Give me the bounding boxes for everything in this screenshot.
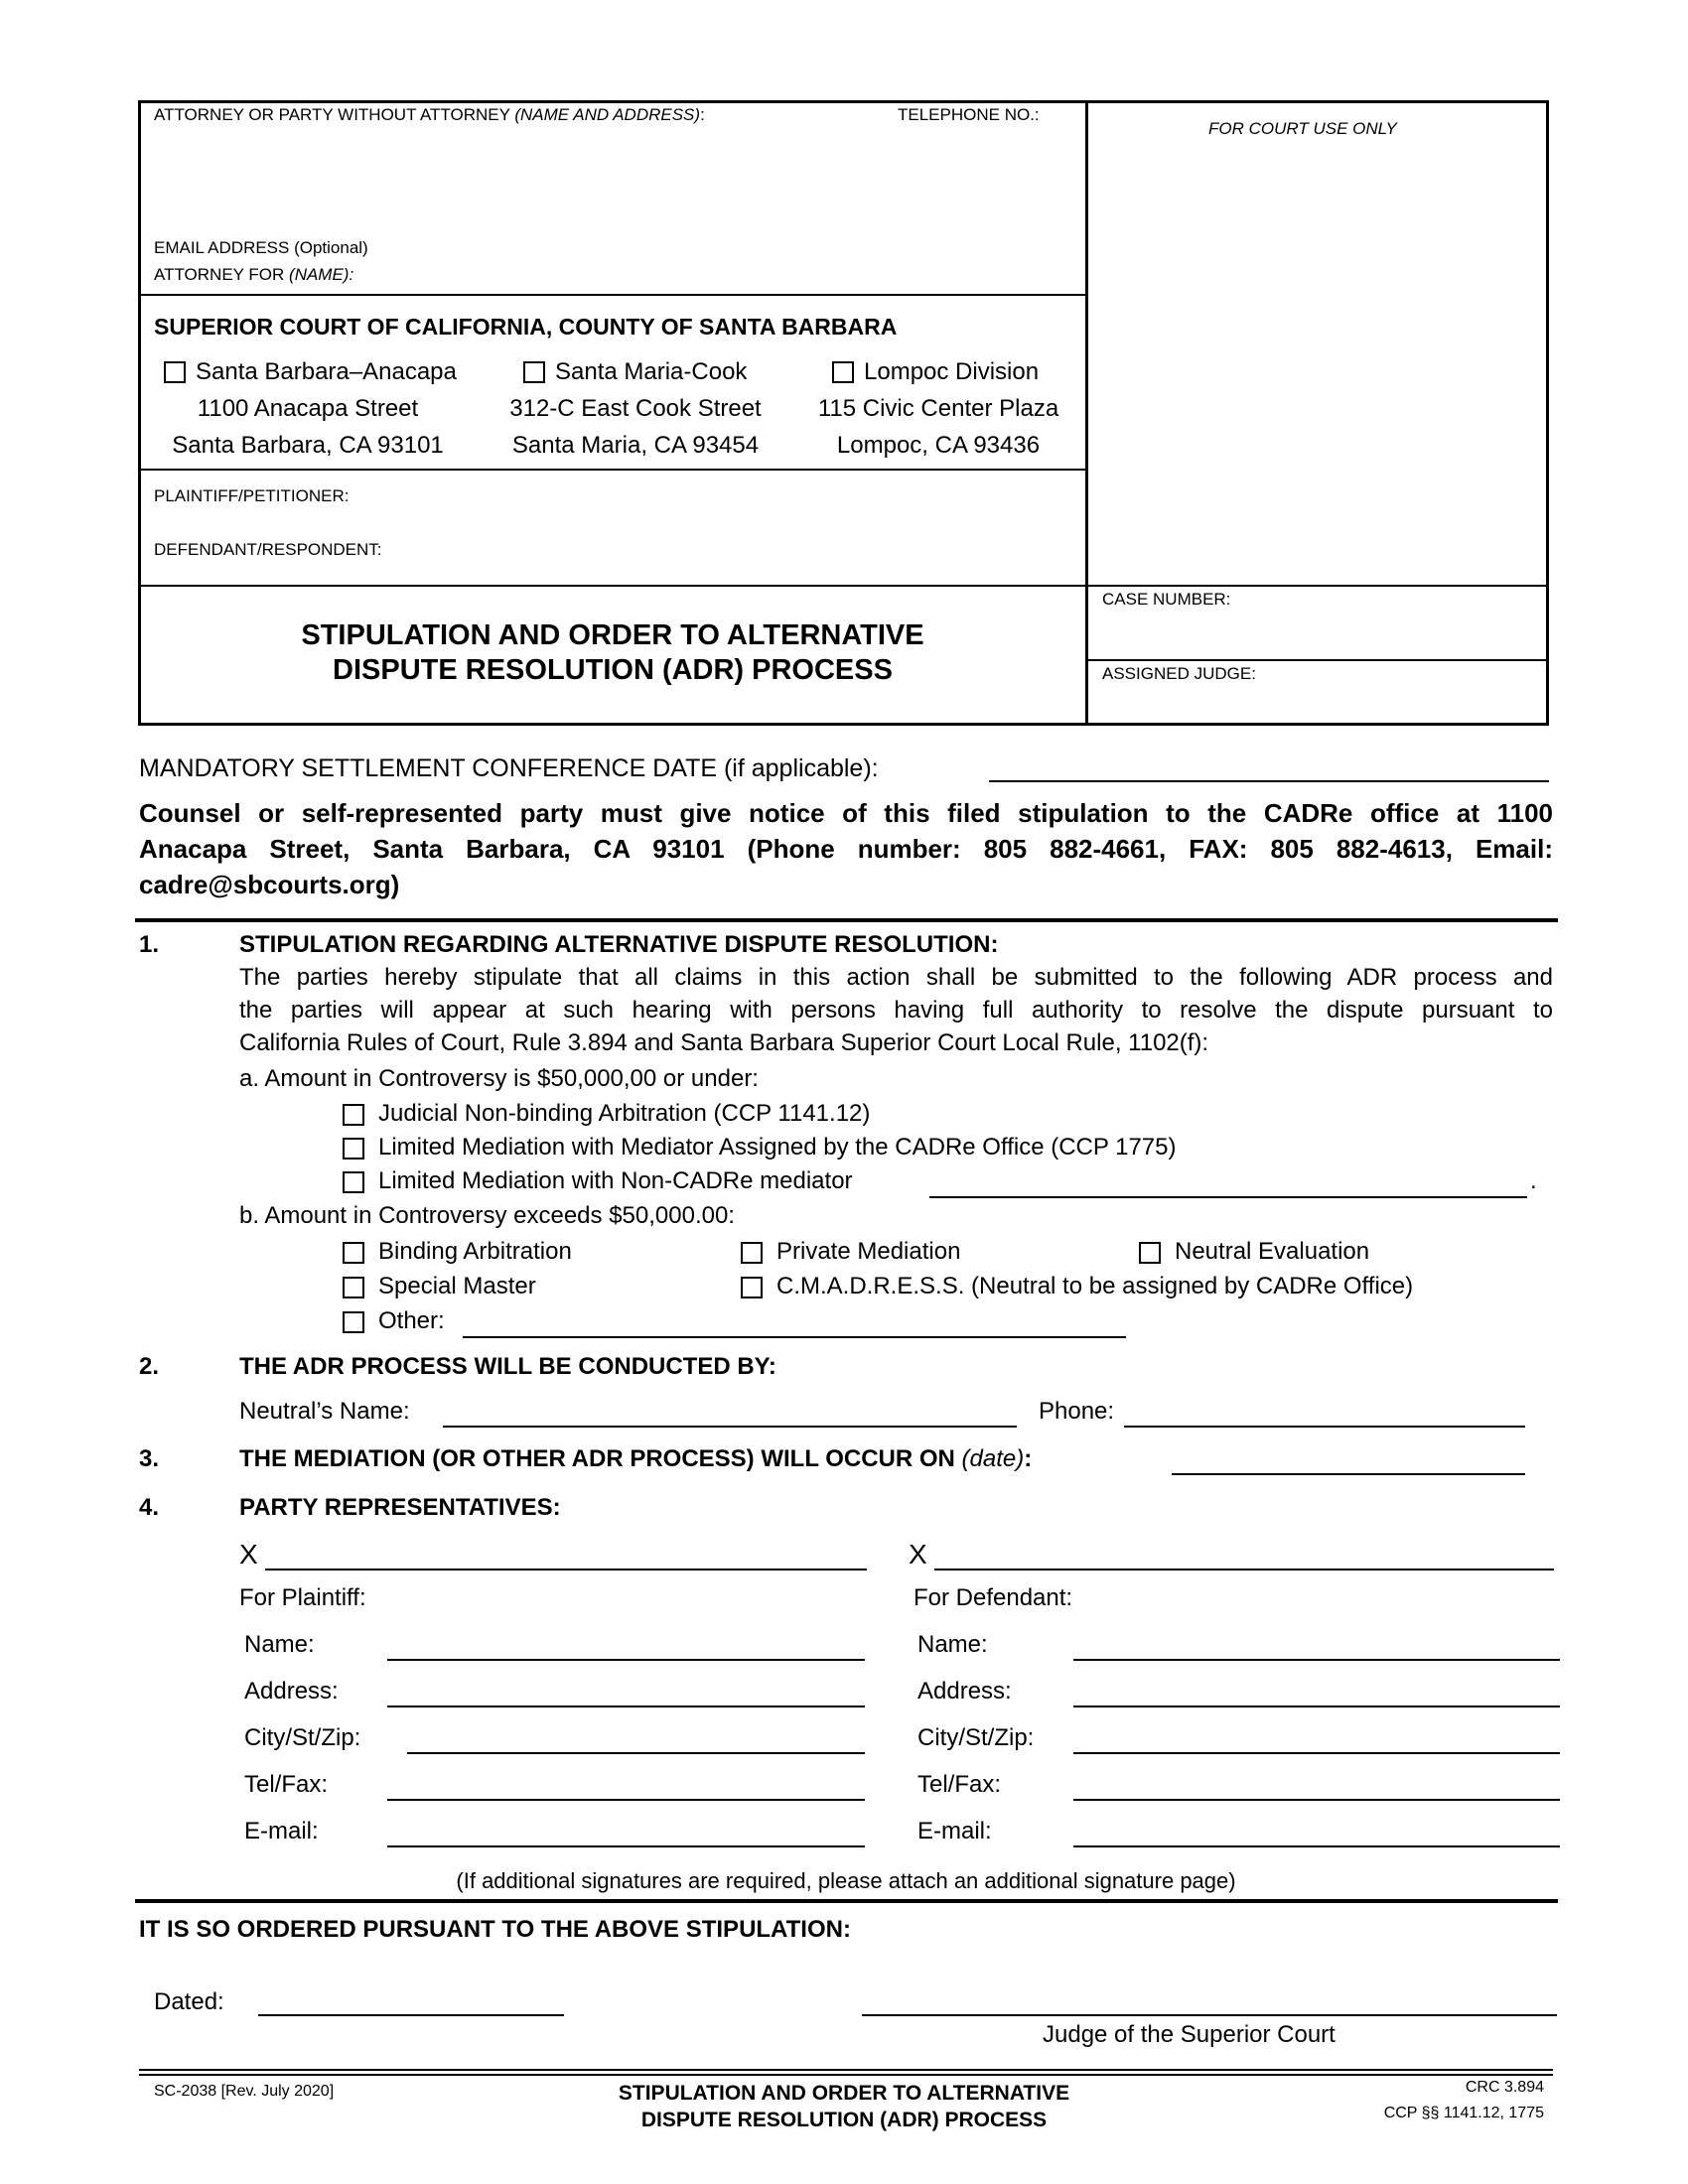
location-city-santa-maria: Santa Maria, CA 93454 <box>511 432 760 459</box>
case-number-label: CASE NUMBER: <box>1102 590 1231 609</box>
location-street-lompoc: 115 Civic Center Plaza <box>817 395 1059 422</box>
defendant-email-field[interactable] <box>1073 1845 1560 1847</box>
checkbox-neutral-evaluation[interactable] <box>1139 1242 1161 1264</box>
defendant-email-label: E-mail: <box>917 1818 992 1844</box>
section1-body-1: The parties hereby stipulate that all claims in this action shall be submitted to the following ADR process and <box>239 964 1553 991</box>
assigned-judge-label: ASSIGNED JUDGE: <box>1102 664 1256 683</box>
defendant-telfax-field[interactable] <box>1073 1799 1560 1801</box>
other-field[interactable] <box>463 1336 1126 1338</box>
option-limited-mediation-cadre: Limited Mediation with Mediator Assigned by the CADRe Office (CCP 1775) <box>378 1134 1177 1160</box>
checkbox-limited-mediation-non-cadre[interactable] <box>343 1171 364 1193</box>
option-other: Other: <box>378 1307 445 1334</box>
notice-line-2: Anacapa Street, Santa Barbara, CA 93101 (Phone number: 805 882-4661, FAX: 805 882-4613, Email: <box>139 834 1553 864</box>
footer-title-line1: STIPULATION AND ORDER TO ALTERNATIVE <box>618 2082 1070 2105</box>
plaintiff-email-label: E-mail: <box>244 1818 319 1844</box>
dated-field[interactable] <box>258 2014 564 2016</box>
section3-number: 3. <box>139 1445 160 1472</box>
checkbox-santa-barbara[interactable] <box>164 361 186 383</box>
option-special-master: Special Master <box>378 1273 536 1299</box>
section-divider-top <box>135 918 1558 922</box>
defendant-signature-field[interactable] <box>934 1569 1554 1570</box>
attorney-for-label: ATTORNEY FOR (NAME): <box>154 265 354 284</box>
checkbox-special-master[interactable] <box>343 1277 364 1298</box>
section3-heading: THE MEDIATION (OR OTHER ADR PROCESS) WILL OCCUR ON (date): <box>239 1445 1033 1472</box>
footer-rule-2 <box>139 2074 1553 2076</box>
section1-body-2: the parties will appear at such hearing with persons having full authority to resolve the dispute pursuant to <box>239 997 1553 1024</box>
checkbox-private-mediation[interactable] <box>741 1242 763 1264</box>
section2-heading: THE ADR PROCESS WILL BE CONDUCTED BY: <box>239 1353 776 1380</box>
location-city-santa-barbara: Santa Barbara, CA 93101 <box>172 432 444 459</box>
caption-rule-2 <box>138 469 1087 471</box>
plaintiff-name-label: Name: <box>244 1631 315 1658</box>
section1a-label: a. Amount in Controversy is $50,000,00 or under: <box>239 1065 759 1092</box>
defendant-telfax-label: Tel/Fax: <box>917 1771 1002 1798</box>
plaintiff-name-field[interactable] <box>387 1659 865 1661</box>
defendant-city-label: City/St/Zip: <box>917 1724 1035 1751</box>
plaintiff-telfax-field[interactable] <box>387 1799 865 1801</box>
option-limited-mediation-non-cadre: Limited Mediation with Non-CADRe mediator <box>378 1167 853 1194</box>
neutral-name-field[interactable] <box>443 1426 1017 1428</box>
footer-ref-crc: CRC 3.894 <box>1465 2079 1544 2096</box>
form-title-line1: STIPULATION AND ORDER TO ALTERNATIVE <box>301 619 924 651</box>
footer-ref-ccp: CCP §§ 1141.12, 1775 <box>1383 2105 1544 2121</box>
checkbox-cmadress[interactable] <box>741 1277 763 1298</box>
section1-body-3: California Rules of Court, Rule 3.894 and Santa Barbara Superior Court Local Rule, 1102(f): <box>239 1029 1209 1056</box>
email-label: EMAIL ADDRESS (Optional) <box>154 238 368 257</box>
caption-divider-vertical <box>1085 100 1088 726</box>
plaintiff-telfax-label: Tel/Fax: <box>244 1771 329 1798</box>
checkbox-lompoc[interactable] <box>832 361 854 383</box>
option-neutral-evaluation: Neutral Evaluation <box>1175 1238 1370 1265</box>
location-street-santa-barbara: 1100 Anacapa Street <box>197 395 419 422</box>
msc-date-label: MANDATORY SETTLEMENT CONFERENCE DATE (if applicable): <box>139 754 879 782</box>
caption-rule-1 <box>138 294 1087 296</box>
checkbox-limited-mediation-cadre[interactable] <box>343 1138 364 1160</box>
location-city-lompoc: Lompoc, CA 93436 <box>836 432 1041 459</box>
location-name-santa-barbara: Santa Barbara–Anacapa <box>196 358 457 385</box>
section4-heading: PARTY REPRESENTATIVES: <box>239 1494 561 1521</box>
checkbox-judicial-arbitration[interactable] <box>343 1104 364 1126</box>
plaintiff-label: PLAINTIFF/PETITIONER: <box>154 486 350 505</box>
plaintiff-address-field[interactable] <box>387 1706 865 1707</box>
defendant-name-field[interactable] <box>1073 1659 1560 1661</box>
non-cadre-mediator-field[interactable] <box>929 1196 1527 1198</box>
judge-label: Judge of the Superior Court <box>1043 2021 1336 2048</box>
plaintiff-signature-x: X <box>239 1539 258 1570</box>
section-divider-order <box>135 1899 1558 1903</box>
defendant-address-field[interactable] <box>1073 1706 1560 1707</box>
msc-date-field[interactable] <box>989 780 1549 782</box>
footer-rule-1 <box>139 2069 1553 2071</box>
period-dot: . <box>1530 1167 1537 1194</box>
section1-number: 1. <box>139 931 160 958</box>
section1-heading: STIPULATION REGARDING ALTERNATIVE DISPUTE RESOLUTION: <box>239 931 999 958</box>
plaintiff-city-field[interactable] <box>407 1752 865 1754</box>
notice-line-1: Counsel or self-represented party must give notice of this filed stipulation to the CADRe office at 1100 <box>139 798 1553 828</box>
for-plaintiff-label: For Plaintiff: <box>239 1584 366 1611</box>
defendant-address-label: Address: <box>917 1678 1012 1705</box>
option-private-mediation: Private Mediation <box>776 1238 961 1265</box>
dated-label: Dated: <box>154 1988 224 2015</box>
neutral-phone-label: Phone: <box>1039 1398 1115 1425</box>
checkbox-binding-arbitration[interactable] <box>343 1242 364 1264</box>
location-name-santa-maria: Santa Maria-Cook <box>555 358 748 385</box>
judge-signature-field[interactable] <box>862 2014 1557 2016</box>
adr-date-field[interactable] <box>1172 1473 1525 1475</box>
checkbox-other[interactable] <box>343 1311 364 1333</box>
caption-rule-3 <box>138 585 1549 587</box>
checkbox-santa-maria[interactable] <box>523 361 545 383</box>
order-heading: IT IS SO ORDERED PURSUANT TO THE ABOVE STIPULATION: <box>139 1916 851 1943</box>
neutral-phone-field[interactable] <box>1124 1426 1525 1428</box>
plaintiff-address-label: Address: <box>244 1678 339 1705</box>
section2-number: 2. <box>139 1353 160 1380</box>
footer-title-line2: DISPUTE RESOLUTION (ADR) PROCESS <box>640 2109 1048 2131</box>
section4-number: 4. <box>139 1494 160 1521</box>
additional-signatures-note: (If additional signatures are required, please attach an additional signature page) <box>456 1868 1236 1893</box>
court-use-label: FOR COURT USE ONLY <box>1208 119 1397 138</box>
section1b-label: b. Amount in Controversy exceeds $50,000.00: <box>239 1202 735 1229</box>
form-title-line2: DISPUTE RESOLUTION (ADR) PROCESS <box>333 654 893 686</box>
location-street-santa-maria: 312-C East Cook Street <box>509 395 762 422</box>
notice-line-3: cadre@sbcourts.org) <box>139 870 400 899</box>
court-name: SUPERIOR COURT OF CALIFORNIA, COUNTY OF SANTA BARBARA <box>154 314 898 340</box>
defendant-signature-x: X <box>909 1539 927 1570</box>
caption-rule-4 <box>1085 659 1549 661</box>
telephone-label: TELEPHONE NO.: <box>898 105 1040 124</box>
option-cmadress: C.M.A.D.R.E.S.S. (Neutral to be assigned by CADRe Office) <box>776 1273 1414 1299</box>
defendant-label: DEFENDANT/RESPONDENT: <box>154 540 382 559</box>
attorney-label: ATTORNEY OR PARTY WITHOUT ATTORNEY (NAME AND ADDRESS): <box>154 105 705 124</box>
defendant-city-field[interactable] <box>1073 1752 1560 1754</box>
form-id: SC-2038 [Rev. July 2020] <box>154 2083 335 2100</box>
neutral-name-label: Neutral’s Name: <box>239 1398 410 1425</box>
location-name-lompoc: Lompoc Division <box>864 358 1040 385</box>
option-judicial-arbitration: Judicial Non-binding Arbitration (CCP 1141.12) <box>378 1100 871 1127</box>
plaintiff-signature-field[interactable] <box>265 1569 867 1570</box>
defendant-name-label: Name: <box>917 1631 988 1658</box>
for-defendant-label: For Defendant: <box>914 1584 1073 1611</box>
plaintiff-city-label: City/St/Zip: <box>244 1724 361 1751</box>
plaintiff-email-field[interactable] <box>387 1845 865 1847</box>
option-binding-arbitration: Binding Arbitration <box>378 1238 572 1265</box>
